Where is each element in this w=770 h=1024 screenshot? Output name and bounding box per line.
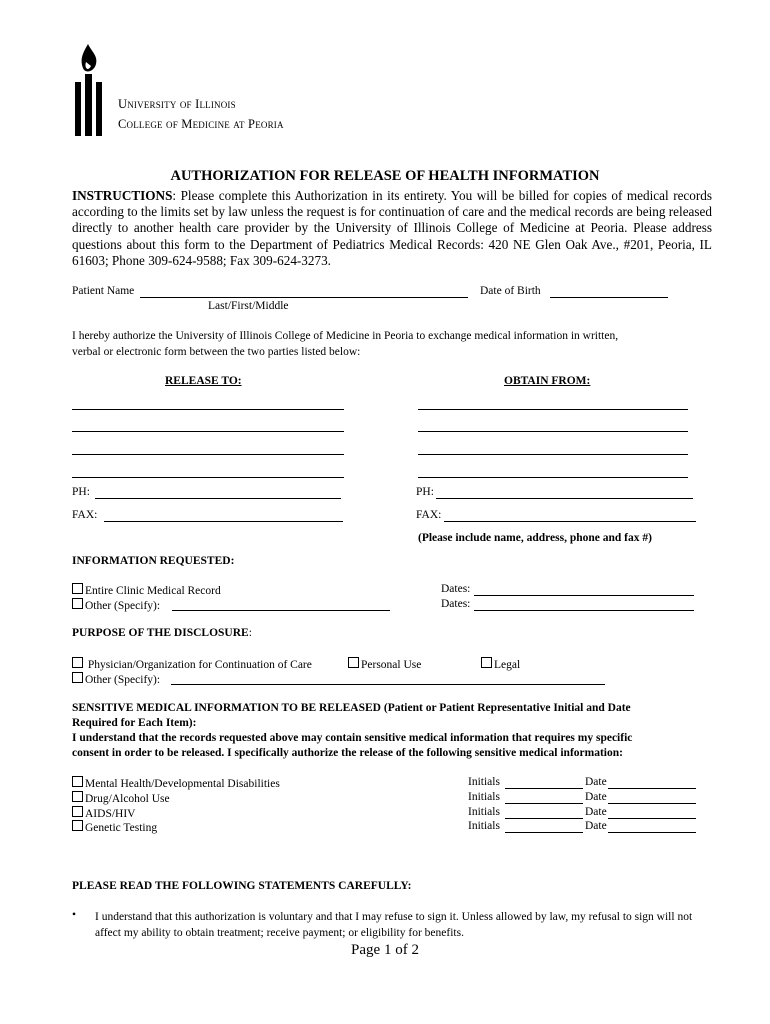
dates-label-2: Dates: — [441, 598, 471, 610]
form-title: AUTHORIZATION FOR RELEASE OF HEALTH INFORMATION — [170, 168, 600, 184]
legal-label: Legal — [494, 659, 521, 671]
obtain-from-line-4[interactable] — [418, 477, 688, 478]
purpose-other-checkbox[interactable] — [72, 672, 83, 683]
purpose-heading: PURPOSE OF THE DISCLOSURE — [72, 627, 249, 639]
initials-label: Initials — [468, 791, 500, 803]
patient-name-label: Patient Name — [72, 285, 135, 297]
entire-record-label: Entire Clinic Medical Record — [85, 585, 221, 597]
purpose-other-field[interactable] — [171, 684, 605, 685]
date-label: Date — [585, 776, 607, 788]
sensitive-item-checkbox[interactable] — [72, 806, 83, 817]
instructions-label: INSTRUCTIONS — [72, 188, 173, 203]
instructions-text: : Please complete this Authorization in its entirety. You will be billed for copies of medical records according to the limits set by law unless the request is for continuation of care and the medical records are being released directly to another health care provider by the University of Illinois College of Medicine at Peoria. Please address questions about this form to the Department of Pediatrics Medical Records: 420 NE Glen Oak Ave., #201, Peoria, IL 61603; Phone 309-624-9588; Fax 309-624-3273. — [72, 188, 712, 268]
initials-field[interactable] — [505, 803, 583, 804]
dates-field-1[interactable] — [474, 595, 694, 596]
release-fax-label: FAX: — [72, 509, 98, 521]
sensitive-heading: SENSITIVE MEDICAL INFORMATION TO BE RELEASED — [72, 702, 381, 714]
sensitive-item-label: Genetic Testing — [85, 822, 158, 834]
release-to-line-2[interactable] — [72, 431, 344, 432]
authorize-statement-line1: I hereby authorize the University of Illinois College of Medicine in Peoria to exchange medical information in written, — [72, 330, 619, 342]
initials-label: Initials — [468, 776, 500, 788]
sensitive-item-label: AIDS/HIV — [85, 808, 136, 820]
info-requested-heading: INFORMATION REQUESTED: — [72, 555, 235, 567]
patient-name-hint: Last/First/Middle — [208, 300, 289, 312]
dob-field[interactable] — [550, 297, 668, 298]
authorize-statement-line2: verbal or electronic form between the two parties listed below: — [72, 346, 361, 358]
sensitive-item-checkbox[interactable] — [72, 791, 83, 802]
university-logo — [72, 44, 106, 136]
obtain-from-line-3[interactable] — [418, 454, 688, 455]
date-field[interactable] — [608, 818, 696, 819]
release-to-line-1[interactable] — [72, 409, 344, 410]
release-ph-field[interactable] — [95, 498, 341, 499]
voluntary-statement: I understand that this authorization is voluntary and that I may refuse to sign it. Unless allowed by law, my refusal to sign will not affect my ability to obtain treatment; receive payment; or eligibility for benefits. — [95, 911, 693, 939]
sensitive-item-checkbox[interactable] — [72, 776, 83, 787]
obtain-fax-field[interactable] — [444, 521, 696, 522]
obtain-from-line-2[interactable] — [418, 431, 688, 432]
date-label: Date — [585, 806, 607, 818]
obtain-ph-field[interactable] — [436, 498, 693, 499]
initials-label: Initials — [468, 806, 500, 818]
release-ph-label: PH: — [72, 486, 90, 498]
initials-field[interactable] — [505, 788, 583, 789]
initials-label: Initials — [468, 820, 500, 832]
purpose-other-label: Other (Specify): — [85, 674, 161, 686]
sensitive-item-label: Drug/Alcohol Use — [85, 793, 170, 805]
legal-checkbox[interactable] — [481, 657, 492, 668]
release-to-line-4[interactable] — [72, 477, 344, 478]
obtain-from-line-1[interactable] — [418, 409, 688, 410]
other-record-label: Other (Specify): — [85, 600, 161, 612]
bullet-icon: • — [72, 909, 77, 921]
dates-field-2[interactable] — [474, 610, 694, 611]
purpose-colon: : — [248, 627, 252, 639]
date-label: Date — [585, 791, 607, 803]
patient-name-field[interactable] — [140, 297, 468, 298]
date-label: Date — [585, 820, 607, 832]
obtain-from-heading: OBTAIN FROM: — [504, 375, 591, 387]
other-record-checkbox[interactable] — [72, 598, 83, 609]
release-to-line-3[interactable] — [72, 454, 344, 455]
include-note: (Please include name, address, phone and fax #) — [418, 532, 652, 544]
release-fax-field[interactable] — [104, 521, 343, 522]
obtain-fax-label: FAX: — [416, 509, 442, 521]
date-field[interactable] — [608, 803, 696, 804]
page-number: Page 1 of 2 — [351, 942, 419, 958]
sensitive-item-label: Mental Health/Developmental Disabilities — [85, 778, 280, 790]
initials-field[interactable] — [505, 832, 583, 833]
other-record-field[interactable] — [172, 610, 390, 611]
university-name: University of Illinois — [118, 97, 236, 111]
obtain-ph-label: PH: — [416, 486, 434, 498]
continuation-checkbox[interactable] — [72, 657, 83, 668]
date-field[interactable] — [608, 788, 696, 789]
sensitive-statement-line2: consent in order to be released. I specifically authorize the release of the following sensitive medical information: — [72, 747, 623, 759]
personal-use-checkbox[interactable] — [348, 657, 359, 668]
continuation-label: Physician/Organization for Continuation of Care — [85, 659, 312, 671]
dates-label-1: Dates: — [441, 583, 471, 595]
dob-label: Date of Birth — [480, 285, 541, 297]
sensitive-statement-line1: I understand that the records requested above may contain sensitive medical information that requires my specific — [72, 732, 633, 744]
release-to-heading: RELEASE TO: — [165, 375, 242, 387]
sensitive-heading-cont: (Patient or Patient Representative Initial and Date — [380, 702, 631, 714]
date-field[interactable] — [608, 832, 696, 833]
sensitive-item-checkbox[interactable] — [72, 820, 83, 831]
instructions — [72, 188, 712, 269]
entire-record-checkbox[interactable] — [72, 583, 83, 594]
college-name: College of Medicine at Peoria — [118, 117, 284, 131]
initials-field[interactable] — [505, 818, 583, 819]
read-carefully-heading: PLEASE READ THE FOLLOWING STATEMENTS CAREFULLY: — [72, 880, 412, 892]
sensitive-heading-line2: Required for Each Item): — [72, 717, 197, 729]
personal-use-label: Personal Use — [361, 659, 422, 671]
